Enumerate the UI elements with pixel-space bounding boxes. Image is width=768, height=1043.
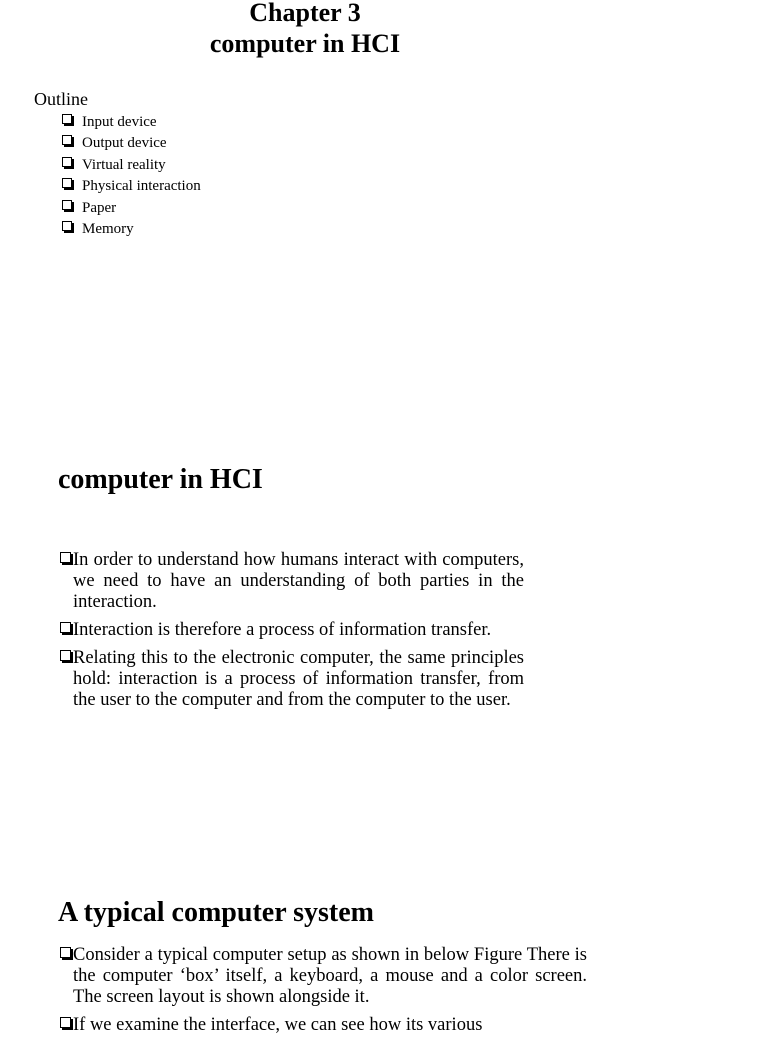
outline-item-label: Output device [82,135,167,152]
checkbox-bullet-icon [62,135,72,145]
paragraph [58,945,587,1007]
outline-item [62,176,201,197]
outline-item-label: Memory [82,220,134,237]
checkbox-bullet-icon [60,947,71,958]
outline-item-label: Paper [82,199,117,216]
checkbox-bullet-icon [60,650,71,661]
section-paragraph-list [58,550,524,718]
paragraph [58,648,524,710]
checkbox-bullet-icon [62,221,72,231]
outline-item [62,219,201,240]
chapter-number: Chapter 3 [249,0,361,27]
outline-item [62,155,201,176]
paragraph-text: Interaction is therefore a process of information transfer. [73,619,492,640]
paragraph-text: If we examine the interface, we can see how its various [73,1014,483,1035]
checkbox-bullet-icon [62,157,72,167]
paragraph-text: In order to understand how humans interact with computers, we need to have an understanding of both parties in the interaction. [73,550,524,612]
outline-item-label: Virtual reality [82,156,166,173]
outline-item [62,198,201,219]
checkbox-bullet-icon [62,178,72,188]
checkbox-bullet-icon [60,552,71,563]
paragraph-text: Relating this to the electronic computer, the same principles hold: interaction is a process of information transfer, from the user to the computer and from the computer to the user. [73,648,524,710]
chapter-title: computer in HCI [209,29,401,58]
outline-item-label: Physical interaction [82,178,201,195]
outline-item-label: Input device [82,114,157,130]
paragraph [58,620,524,641]
checkbox-bullet-icon [60,1017,71,1028]
paragraph [58,1015,587,1036]
section-heading: A typical computer system [58,897,374,928]
checkbox-bullet-icon [60,622,71,633]
outline-item [62,133,201,154]
checkbox-bullet-icon [62,114,72,124]
checkbox-bullet-icon [62,200,72,210]
outline-label: Outline [34,89,88,109]
paragraph-text: Consider a typical computer setup as shown in below Figure There is the computer ‘box’ itself, a keyboard, a mouse and a color screen. The screen layout is shown alongside it. [73,945,587,1007]
outline-item [62,112,201,133]
section-heading: computer in HCI [58,464,263,495]
outline-list [62,112,201,240]
paragraph [58,550,524,612]
section-paragraph-list [58,945,587,1043]
